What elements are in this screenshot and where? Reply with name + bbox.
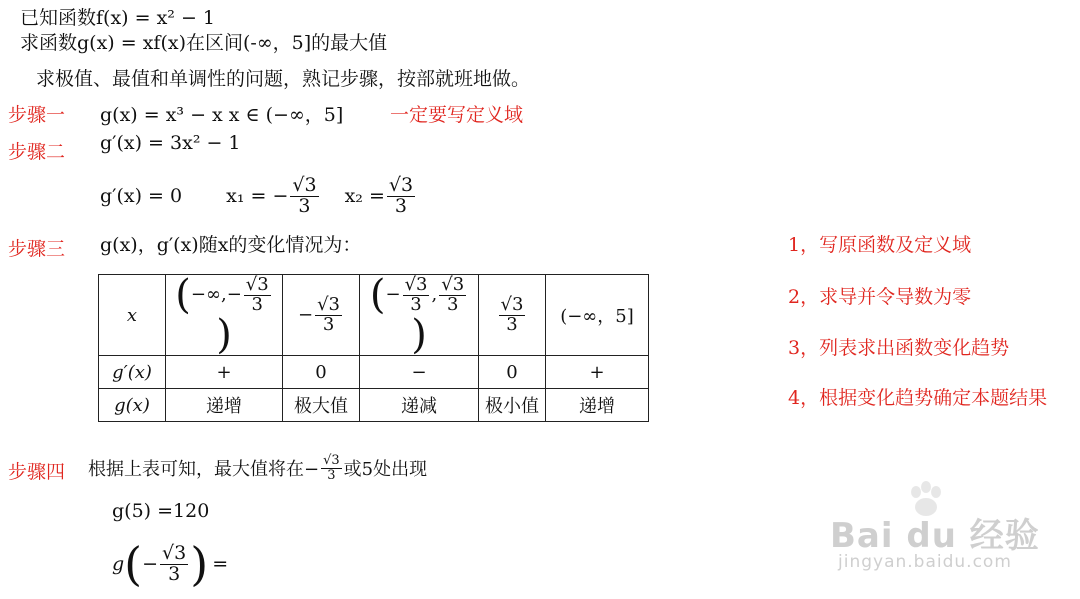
cell-interval-2: (− $\frac{√3}{3}$ , $\frac{√3}{3}$ )	[360, 275, 479, 356]
table-cell: 递增	[546, 389, 649, 422]
step3-label: 步骤三	[8, 238, 66, 260]
x2-label: x₂ =	[344, 185, 385, 207]
problem-given: 已知函数f(x) = x² − 1	[20, 7, 215, 29]
x1-fraction: $\frac{√3}{3}$	[292, 173, 317, 217]
header-function: g(x)	[99, 389, 166, 422]
variation-table	[98, 274, 649, 422]
table-row	[99, 275, 649, 356]
eval-g5: g(5) =120	[112, 500, 210, 522]
table-row	[99, 356, 649, 389]
step3-formula: g(x)，g′(x)随x的变化情况为：	[100, 234, 362, 256]
header-x: x	[99, 275, 166, 356]
derivative-zero: g′(x) = 0	[100, 185, 183, 207]
table-cell: 0	[479, 356, 546, 389]
eval-g-critical: g ( − $\frac{√3}{3}$ ) =	[112, 537, 229, 591]
table-cell: −	[360, 356, 479, 389]
table-row	[99, 389, 649, 422]
header-derivative: g′(x)	[99, 356, 166, 389]
watermark-url: jingyan.baidu.com	[838, 552, 1012, 572]
step4-text: 根据上表可知，最大值将在− $\frac{√3}{3}$ 或5处出现	[88, 452, 428, 483]
step4-label: 步骤四	[8, 461, 66, 483]
problem-ask: 求函数g(x) = xf(x)在区间(-∞，5]的最大值	[20, 32, 388, 54]
table-cell: +	[166, 356, 283, 389]
table-cell: +	[546, 356, 649, 389]
watermark-brand: Bai du 经验	[830, 516, 1040, 556]
x2-fraction: $\frac{√3}{3}$	[388, 173, 414, 217]
table-cell: 0	[283, 356, 360, 389]
step2-label: 步骤二	[8, 141, 66, 163]
cell-critical-2: $\frac{√3}{3}$	[479, 275, 546, 356]
critical-points	[100, 168, 417, 224]
summary-item-2: 2，求导并令导数为零	[788, 286, 972, 308]
table-cell: 递增	[166, 389, 283, 422]
x1-label: x₁ = −	[226, 185, 289, 207]
table-cell: 递减	[360, 389, 479, 422]
problem-tip: 求极值、最值和单调性的问题，熟记步骤，按部就班地做。	[36, 68, 531, 90]
summary-item-1: 1，写原函数及定义域	[788, 234, 972, 256]
table-cell: 极大值	[283, 389, 360, 422]
cell-interval-1: (−∞,− $\frac{√3}{3}$ )	[166, 275, 283, 356]
step1-note: 一定要写定义域	[390, 104, 524, 126]
step1-label: 步骤一	[8, 104, 66, 126]
cell-interval-3: (−∞，5]	[546, 275, 649, 356]
cell-critical-1: − $\frac{√3}{3}$	[283, 275, 360, 356]
summary-item-4: 4，根据变化趋势确定本题结果	[788, 387, 1048, 409]
summary-item-3: 3，列表求出函数变化趋势	[788, 337, 1010, 359]
table-cell: 极小值	[479, 389, 546, 422]
step1-formula: g(x) = x³ − x x ∈ (−∞，5]	[100, 104, 344, 126]
step2-formula: g′(x) = 3x² − 1	[100, 132, 241, 154]
